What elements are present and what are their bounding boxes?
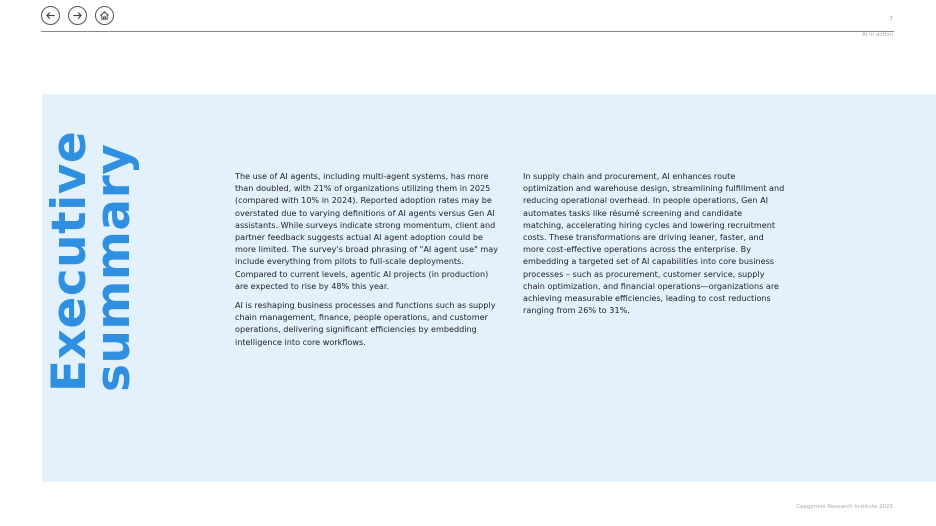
home-icon xyxy=(99,10,110,21)
page-number: 7 xyxy=(889,16,893,23)
navigation-bar xyxy=(41,6,114,25)
footer-credit: Capgemini Research Institute 2025 xyxy=(796,504,893,510)
body-column-left xyxy=(235,170,501,355)
home-button[interactable] xyxy=(95,6,114,25)
paragraph: The use of AI agents, including multi-agent systems, has more than doubled, with 21% of organizations utilizing them in 2025 (compared with 10% in 2024). Reported adoption rates may be overstated due to varying definitions of AI agents versus Gen AI assistants. While surveys indicate strong momentum, client and partner feedback suggests actual AI agent adoption could be more limited. The survey's broad phrasing of "AI agent use" may include everything from pilots to full-scale deployments. Compared to current levels, agentic AI projects (in production) are expected to rise by 48% this year. xyxy=(235,171,499,291)
section-label: AI in action xyxy=(862,32,893,38)
forward-button[interactable] xyxy=(68,6,87,25)
title-line-2: summary xyxy=(86,143,141,392)
title-line-1: Executive xyxy=(42,130,97,392)
arrow-right-icon xyxy=(72,10,83,21)
arrow-left-icon xyxy=(45,10,56,21)
page-title xyxy=(42,130,216,392)
paragraph: AI is reshaping business processes and functions such as supply chain management, finance, people operations, and customer operations, delivering significant efficiencies by embedding intelligence into core workflows. xyxy=(235,300,496,347)
back-button[interactable] xyxy=(41,6,60,25)
paragraph: In supply chain and procurement, AI enhances route optimization and warehouse design, streamlining fulfillment and reducing operational overhead. In people operations, Gen AI automates tasks like résumé screening and candidate matching, accelerating hiring cycles and lowering recruitment costs. These transformations are driving leaner, faster, and more cost-effective operations across the enterprise. By embedding a targeted set of AI capabilities into core business processes – such as procurement, customer service, supply chain optimization, and financial operations—organizations are achieving measurable efficiencies, leading to cost reductions ranging from 26% to 31%. xyxy=(523,171,785,316)
header-divider xyxy=(41,31,894,32)
body-column-right xyxy=(523,170,785,323)
